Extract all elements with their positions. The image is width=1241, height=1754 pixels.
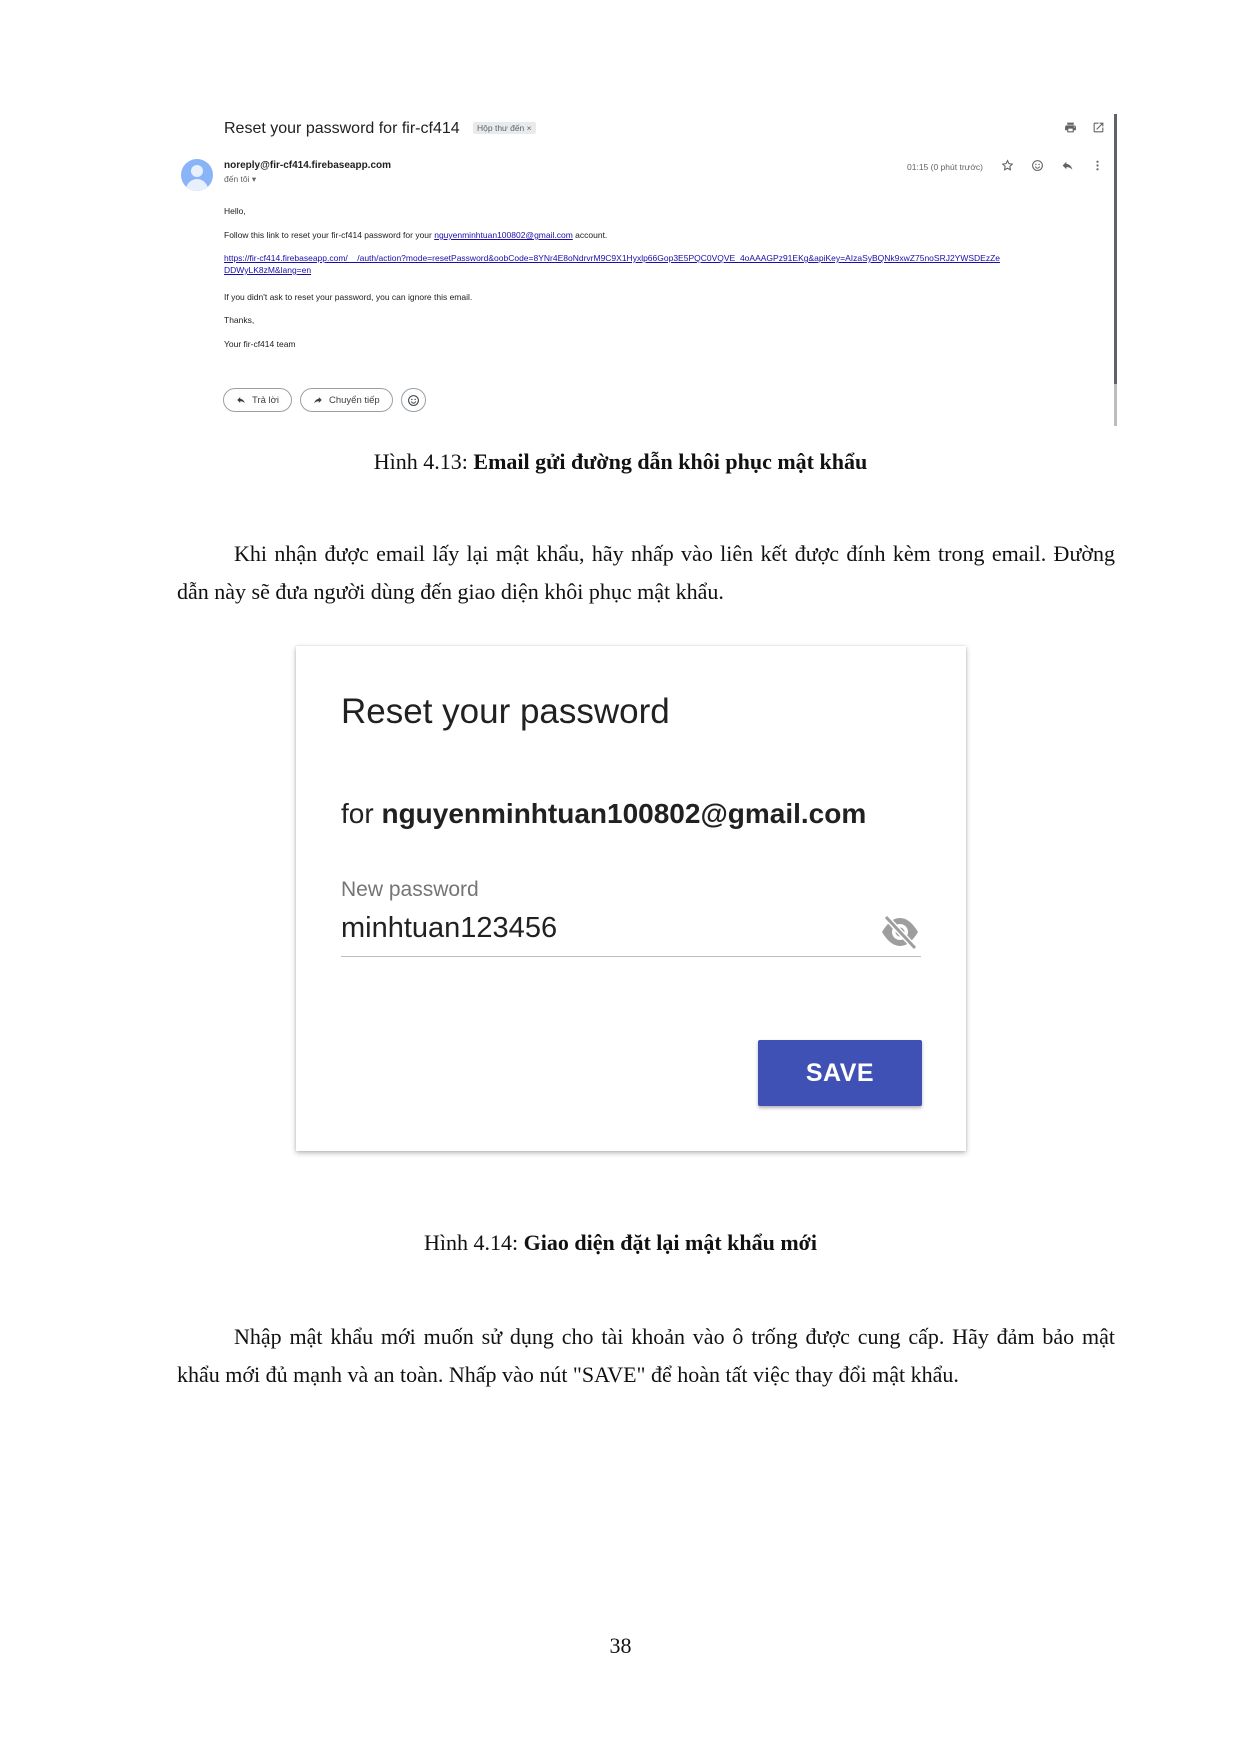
for-prefix: for [341,798,382,829]
email-line-follow-link [224,229,607,241]
sender-address: noreply@fir-cf414.firebaseapp.com [224,160,392,171]
paragraph-1 [177,535,1115,611]
caption-title: Email gửi đường dẫn khôi phục mật khẩu [473,449,868,474]
account-email: nguyenminhtuan100802@gmail.com [381,798,867,829]
email-line-prefix: Follow this link to reset your fir-cf414 password for your [224,230,435,240]
reset-for-account [341,798,866,830]
email-greeting: Hello, [224,206,246,216]
recipient-dropdown[interactable]: đến tôi ▾ [224,174,257,184]
reply-button[interactable] [223,388,292,412]
reset-password-card [296,646,966,1151]
email-line-suffix: account. [572,230,608,240]
caption-prefix: Hình 4.14: [424,1230,524,1255]
reset-link-line-2[interactable]: DDWyLK8zM&lang=en [224,265,312,275]
reset-link[interactable] [224,252,1000,276]
sender-avatar [181,159,213,191]
forward-button[interactable] [300,388,393,412]
visibility-off-icon[interactable] [879,914,921,950]
email-subject: Reset your password for fir-cf414 [224,120,460,137]
caption-prefix: Hình 4.13: [373,449,474,474]
caption-title: Giao diện đặt lại mật khẩu mới [523,1230,817,1255]
forward-button-label: Chuyển tiếp [329,394,380,406]
account-email-link[interactable]: nguyenminhtuan100802@gmail.com [434,230,573,240]
figure-caption-4-14 [0,1230,1241,1256]
print-icon[interactable] [1063,120,1077,134]
reset-title: Reset your password [341,692,670,731]
emoji-icon [407,394,420,407]
save-button[interactable]: SAVE [758,1040,922,1106]
forward-icon [313,395,323,405]
reply-icon [236,395,246,405]
figure-caption-4-13 [0,449,1241,475]
email-time: 01:15 (0 phút trước) [907,162,983,172]
input-underline [341,956,921,957]
email-signature: Your fir-cf414 team [224,339,296,349]
emoji-reaction-button[interactable] [401,388,426,412]
more-vertical-icon[interactable] [1090,158,1104,172]
reply-icon[interactable] [1060,158,1074,172]
email-screenshot [177,108,1117,428]
paragraph-2 [177,1318,1115,1394]
paragraph-1-text: Khi nhận được email lấy lại mật khẩu, hãy nhấp vào liên kết được đính kèm trong email. Đường dẫn này sẽ đưa người dùng đến giao diện khôi phục mật khẩu. [177,541,1115,604]
email-thanks: Thanks, [224,315,255,325]
inbox-label-chip[interactable]: Hộp thư đến × [473,122,536,134]
emoji-icon[interactable] [1030,158,1044,172]
scrollbar-thumb[interactable] [1114,114,1117,384]
new-password-label: New password [341,878,479,901]
open-in-new-icon[interactable] [1091,120,1105,134]
paragraph-2-text: Nhập mật khẩu mới muốn sử dụng cho tài khoản vào ô trống được cung cấp. Hãy đảm bảo mật khẩu mới đủ mạnh và an toàn. Nhấp vào nút "SAVE" để hoàn tất việc thay đổi mật khẩu. [177,1324,1115,1387]
star-icon[interactable] [1000,158,1014,172]
reset-link-line-1[interactable]: https://fir-cf414.firebaseapp.com/__/auth/action?mode=resetPassword&oobCode=8YNr4E8oNdrvrM9C9X1Hyxlp66Gop3E5PQC0VQVE_4oAAAGPz91EKg&apiKey=AIzaSyBQNk9xwZ75noSRJ2YWSDEzZe [224,253,1001,263]
page-number: 38 [609,1633,632,1658]
email-ignore-line: If you didn't ask to reset your password, you can ignore this email. [224,292,473,302]
reply-button-label: Trả lời [252,394,279,406]
new-password-input[interactable] [341,912,861,945]
